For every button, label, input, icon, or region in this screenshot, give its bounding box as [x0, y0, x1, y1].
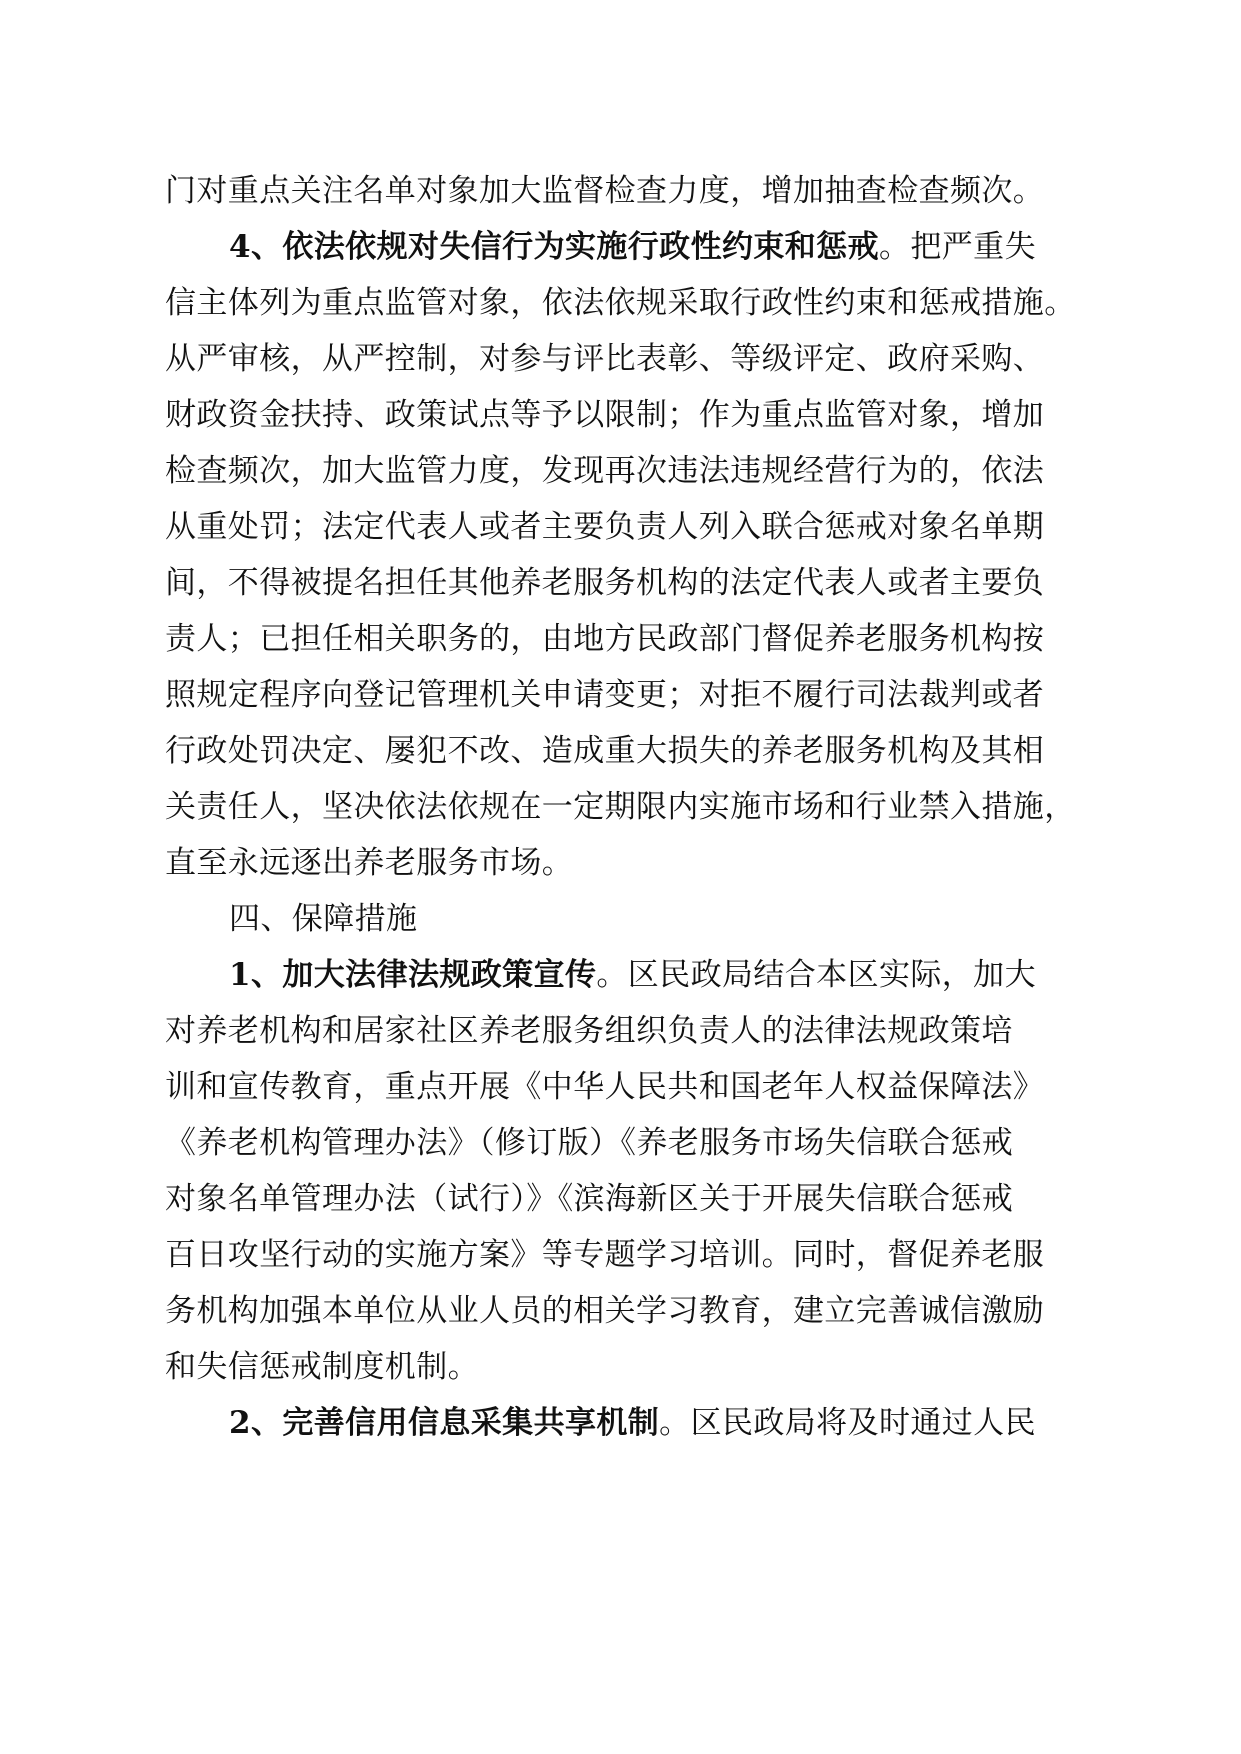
text-line-heading — [229, 944, 1085, 1006]
line-text: 行政处罚决定、屡犯不改、造成重大损失的养老服务机构及其相 — [165, 733, 1045, 769]
line-text: 《养老机构管理办法》（修订版）《养老服务市场失信联合惩戒 — [165, 1125, 1014, 1161]
line-text: 对养老机构和居家社区养老服务组织负责人的法律法规政策培 — [165, 1013, 1013, 1049]
line-text: 对象名单管理办法（试行）》《滨海新区关于开展失信联合惩戒 — [165, 1181, 1014, 1217]
line-text: 间，不得被提名担任其他养老服务机构的法定代表人或者主要负 — [165, 565, 1045, 601]
bold-heading: 1、加大法律法规政策宣传 — [229, 957, 597, 993]
text-line — [165, 664, 1085, 726]
text-line — [165, 160, 1085, 222]
text-line — [165, 496, 1085, 558]
line-text: 检查频次，加大监管力度，发现再次违法违规经营行为的，依法 — [165, 453, 1045, 489]
text-line — [165, 776, 1085, 838]
text-line — [165, 1000, 1085, 1062]
line-text: 关责任人，坚决依法依规在一定期限内实施市场和行业禁入措施， — [165, 789, 1076, 825]
line-text: 照规定程序向登记管理机关申请变更；对拒不履行司法裁判或者 — [165, 677, 1045, 713]
text-line-heading — [229, 216, 1085, 278]
line-text: 信主体列为重点监管对象，依法依规采取行政性约束和惩戒措施。 — [165, 285, 1076, 321]
text-line — [165, 608, 1085, 670]
text-line — [165, 832, 1085, 894]
line-text: 百日攻坚行动的实施方案》等专题学习培训。同时，督促养老服 — [165, 1237, 1045, 1273]
text-line — [165, 1336, 1085, 1398]
line-text: 务机构加强本单位从业人员的相关学习教育，建立完善诚信激励 — [165, 1293, 1045, 1329]
line-text: 。区民政局将及时通过人民 — [659, 1405, 1036, 1441]
text-line — [165, 440, 1085, 502]
bold-heading: 2、完善信用信息采集共享机制 — [229, 1405, 660, 1441]
text-line — [165, 1280, 1085, 1342]
text-line — [165, 384, 1085, 446]
text-line — [165, 272, 1085, 334]
section-heading-text: 四、保障措施 — [229, 901, 418, 937]
section-heading — [229, 888, 1085, 950]
line-text: 责人；已担任相关职务的，由地方民政部门督促养老服务机构按 — [165, 621, 1045, 657]
text-line — [165, 552, 1085, 614]
text-line-heading — [229, 1392, 1085, 1454]
text-line — [165, 1224, 1085, 1286]
bold-heading: 4、依法依规对失信行为实施行政性约束和惩戒 — [229, 229, 879, 265]
text-line — [165, 1056, 1085, 1118]
line-text: 训和宣传教育，重点开展《中华人民共和国老年人权益保障法》 — [165, 1069, 1045, 1105]
line-text: 直至永远逐出养老服务市场。 — [165, 845, 574, 881]
line-text: 从重处罚；法定代表人或者主要负责人列入联合惩戒对象名单期 — [165, 509, 1045, 545]
line-text: 和失信惩戒制度机制。 — [165, 1349, 479, 1385]
text-line — [165, 1112, 1085, 1174]
line-text: 从严审核，从严控制，对参与评比表彰、等级评定、政府采购、 — [165, 341, 1045, 377]
line-text: 。把严重失 — [878, 229, 1036, 265]
line-text: 门对重点关注名单对象加大监督检查力度，增加抽查检查频次。 — [165, 173, 1045, 209]
line-text: 财政资金扶持、政策试点等予以限制；作为重点监管对象，增加 — [165, 397, 1045, 433]
text-line — [165, 328, 1085, 390]
line-text: 。区民政局结合本区实际，加大 — [596, 957, 1036, 993]
text-line — [165, 1168, 1085, 1230]
text-line — [165, 720, 1085, 782]
